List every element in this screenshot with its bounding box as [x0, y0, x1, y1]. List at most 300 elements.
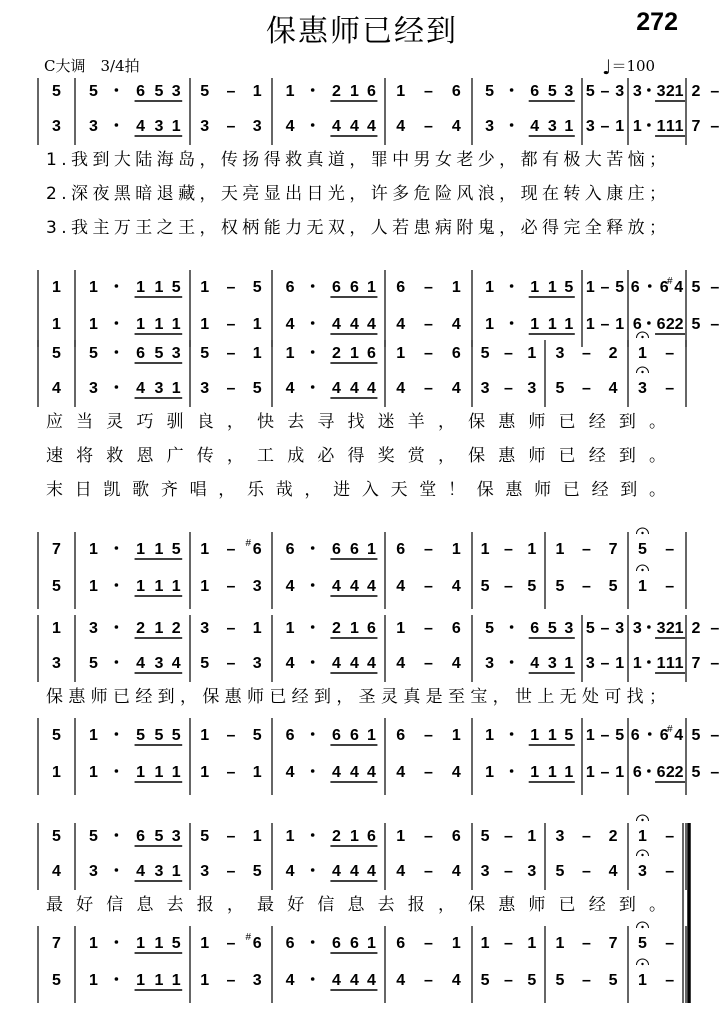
note: 4 [451, 972, 461, 989]
note: 1 [154, 279, 164, 296]
note: 3 [656, 620, 666, 637]
quarter-note-icon: ♩ [602, 55, 612, 79]
note: 1 [200, 764, 210, 781]
fermata-dot [641, 371, 643, 373]
note: 5 [88, 345, 98, 362]
dot-mark [311, 769, 315, 773]
dot-mark [115, 350, 119, 354]
note: 1 [485, 727, 495, 744]
note: 6 [331, 541, 341, 558]
note: – [504, 863, 513, 880]
dot-mark [115, 977, 119, 981]
note: 6 [451, 828, 461, 845]
note: 1 [171, 118, 181, 135]
note: 4 [396, 655, 406, 672]
note: 4 [331, 118, 341, 135]
note: 5 [485, 83, 495, 100]
note: – [582, 828, 591, 845]
note: – [424, 935, 433, 952]
note: – [665, 380, 675, 397]
note: 1 [547, 316, 557, 333]
note: 6 [630, 279, 640, 296]
note: 5 [691, 727, 701, 744]
fermata-dot [641, 532, 643, 534]
note: 4 [285, 972, 295, 989]
note: 5 [154, 345, 164, 362]
note: 6 [396, 935, 406, 952]
note: 3 [638, 380, 647, 397]
note: 1 [547, 279, 557, 296]
note: 1 [52, 279, 61, 296]
sharp-sign: # [245, 932, 252, 943]
note: 1 [171, 578, 181, 595]
note: – [665, 935, 675, 952]
fermata-dot [641, 854, 643, 856]
note: 6 [630, 727, 640, 744]
note: 5 [638, 935, 647, 952]
note: 1 [615, 316, 625, 333]
hymn-number: 272 [636, 8, 678, 36]
note: 1 [200, 972, 210, 989]
note: – [710, 764, 720, 781]
note: – [226, 578, 236, 595]
note: 3 [585, 118, 595, 135]
note: 1 [136, 578, 146, 595]
note: 1 [674, 655, 684, 672]
lyric-line-1: 最好信息去报，最好信息去报，保惠师已经到。 [46, 895, 666, 915]
dot-mark [115, 868, 119, 872]
note: 3 [88, 118, 98, 135]
note: 1 [154, 316, 164, 333]
note: – [582, 541, 591, 558]
dot-mark [647, 660, 651, 664]
note: 1 [632, 118, 642, 135]
note: 1 [585, 727, 595, 744]
note: – [424, 863, 433, 880]
note: 3 [52, 655, 61, 672]
note: 4 [451, 118, 461, 135]
note: – [226, 863, 236, 880]
note: 4 [451, 578, 461, 595]
note: 4 [396, 863, 406, 880]
note: 1 [480, 935, 490, 952]
note: 3 [154, 863, 164, 880]
note: 4 [285, 316, 295, 333]
dot-mark [115, 833, 119, 837]
dot-mark [311, 940, 315, 944]
note: 2 [608, 345, 618, 362]
dot-mark [510, 769, 514, 773]
note: 1 [527, 345, 537, 362]
note: – [600, 83, 610, 100]
note: 1 [665, 118, 675, 135]
lyric-line-1: 1.我到大陆海岛，传扬得救真道，罪中男女老少，都有极大苦恼； [46, 150, 666, 170]
note: 4 [366, 863, 376, 880]
note: 1 [200, 279, 210, 296]
note: 4 [530, 118, 540, 135]
dot-mark [311, 546, 315, 550]
note: – [665, 972, 675, 989]
tempo-value: ＝100 [611, 57, 656, 75]
note: 3 [485, 118, 495, 135]
dot-mark [311, 321, 315, 325]
note: 5 [564, 727, 574, 744]
note: 1 [674, 620, 684, 637]
note: 1 [285, 83, 295, 100]
note: – [226, 935, 236, 952]
note: – [665, 578, 675, 595]
note: 3 [555, 345, 565, 362]
note: 1 [285, 620, 295, 637]
note: – [424, 655, 433, 672]
note: – [424, 541, 433, 558]
note: 1 [171, 316, 181, 333]
note: 1 [252, 83, 262, 100]
note: 1 [451, 279, 461, 296]
fermata-dot [641, 926, 643, 928]
note: 6 [331, 935, 341, 952]
note: 3 [527, 380, 537, 397]
note: 3 [656, 83, 666, 100]
note: 7 [691, 118, 701, 135]
note: 6 [285, 279, 295, 296]
note: 6 [632, 316, 642, 333]
note: 2 [674, 764, 684, 781]
note: 5 [691, 279, 701, 296]
note: – [582, 935, 591, 952]
note: – [226, 972, 236, 989]
note: 4 [530, 655, 540, 672]
note: 3 [547, 118, 557, 135]
note: 4 [285, 863, 295, 880]
note: – [226, 620, 236, 637]
note: 1 [451, 727, 461, 744]
note: 1 [285, 345, 295, 362]
note: 1 [451, 541, 461, 558]
note: 4 [396, 578, 406, 595]
note: 1 [485, 764, 495, 781]
dot-mark [115, 385, 119, 389]
dot-mark [115, 625, 119, 629]
note: 1 [615, 655, 625, 672]
note: – [504, 828, 513, 845]
note: 3 [527, 863, 537, 880]
note: 2 [691, 620, 701, 637]
note: 4 [136, 863, 146, 880]
note: 5 [200, 345, 210, 362]
note: 3 [480, 863, 490, 880]
note: – [424, 118, 433, 135]
note: 5 [200, 83, 210, 100]
note: 5 [585, 83, 595, 100]
note: 5 [136, 727, 146, 744]
note: 1 [396, 345, 406, 362]
note: 6 [659, 727, 669, 744]
note: 1 [136, 764, 146, 781]
note: 1 [88, 279, 98, 296]
dot-mark [115, 284, 119, 288]
note: – [504, 380, 513, 397]
note: 1 [350, 620, 359, 637]
note: – [582, 380, 591, 397]
note: 6 [451, 620, 461, 637]
note: 1 [632, 655, 642, 672]
note: 1 [200, 935, 210, 952]
note: 1 [88, 972, 98, 989]
note: 4 [350, 380, 359, 397]
note: 1 [530, 279, 540, 296]
note: 7 [52, 541, 61, 558]
note: – [600, 279, 610, 296]
note: 4 [350, 316, 359, 333]
note: 1 [564, 118, 574, 135]
note: 1 [451, 935, 461, 952]
note: 1 [252, 764, 262, 781]
note: 6 [285, 541, 295, 558]
note: 5 [52, 828, 61, 845]
note: 1 [527, 541, 537, 558]
note: 4 [136, 655, 146, 672]
note: 1 [530, 316, 540, 333]
note: 6 [656, 316, 666, 333]
note: 1 [638, 578, 647, 595]
note: 5 [154, 727, 164, 744]
note: 6 [656, 764, 666, 781]
note: 5 [547, 83, 557, 100]
note: 4 [350, 118, 359, 135]
note: 6 [366, 345, 376, 362]
note: 6 [331, 279, 341, 296]
note: 7 [608, 541, 618, 558]
fermata-dot [641, 336, 643, 338]
note: 4 [350, 972, 359, 989]
note: 4 [608, 380, 618, 397]
note: 1 [547, 727, 557, 744]
note: 1 [154, 935, 164, 952]
dot-mark [647, 123, 651, 127]
note: 6 [396, 727, 406, 744]
note: 3 [252, 118, 262, 135]
note: 5 [480, 972, 490, 989]
note: 4 [350, 764, 359, 781]
note: 1 [638, 828, 647, 845]
note: – [710, 316, 720, 333]
note: 5 [480, 828, 490, 845]
note: 7 [52, 935, 61, 952]
note: 1 [638, 345, 647, 362]
dot-mark [647, 769, 651, 773]
note: 5 [480, 578, 490, 595]
note: 1 [252, 316, 262, 333]
note: – [504, 345, 513, 362]
note: 1 [154, 620, 164, 637]
dot-mark [311, 833, 315, 837]
note: 5 [52, 578, 61, 595]
note: 4 [608, 863, 618, 880]
note: 3 [485, 655, 495, 672]
note: 1 [52, 620, 61, 637]
note: 6 [350, 541, 359, 558]
note: 2 [331, 620, 341, 637]
note: 5 [252, 863, 262, 880]
note: 4 [285, 578, 295, 595]
note: – [226, 828, 236, 845]
note: 6 [530, 620, 540, 637]
note: 2 [665, 316, 675, 333]
note: – [665, 541, 675, 558]
note: 3 [615, 83, 625, 100]
note: 5 [608, 972, 618, 989]
note: 1 [366, 279, 376, 296]
note: 5 [171, 279, 181, 296]
lyric-line-1: 应当灵巧驯良，快去寻找迷羊，保惠师已经到。 [46, 412, 666, 432]
lyric-line-2: 速将救恩广传，工成必得奖赏，保惠师已经到。 [46, 446, 666, 466]
note: 5 [52, 727, 61, 744]
note: 3 [88, 380, 98, 397]
dot-mark [311, 868, 315, 872]
note: 5 [555, 972, 565, 989]
note: 1 [585, 279, 595, 296]
note: 4 [331, 380, 341, 397]
lyric-line-3: 末日凯歌齐唱，乐哉，进入天堂！保惠师已经到。 [46, 480, 666, 500]
dot-mark [311, 732, 315, 736]
dot-mark [311, 350, 315, 354]
note: 6 [331, 727, 341, 744]
note: 4 [366, 764, 376, 781]
note: 3 [171, 83, 181, 100]
note: 4 [396, 972, 406, 989]
note: 1 [252, 828, 262, 845]
note: 4 [52, 380, 61, 397]
note: 1 [665, 655, 675, 672]
note: 1 [638, 972, 647, 989]
note: 3 [564, 620, 574, 637]
note: 5 [252, 380, 262, 397]
note: 4 [366, 972, 376, 989]
note: 5 [52, 83, 61, 100]
note: 1 [527, 935, 537, 952]
note: 6 [136, 345, 146, 362]
note: 6 [252, 541, 262, 558]
note: 1 [555, 935, 565, 952]
note: – [504, 578, 513, 595]
note: 4 [331, 764, 341, 781]
note: – [226, 279, 236, 296]
note: 5 [547, 620, 557, 637]
note: 6 [252, 935, 262, 952]
note: – [710, 655, 720, 672]
note: 5 [485, 620, 495, 637]
note: – [665, 828, 675, 845]
note: 1 [547, 764, 557, 781]
note: – [710, 83, 720, 100]
note: 5 [88, 83, 98, 100]
note: 6 [451, 345, 461, 362]
note: 1 [396, 620, 406, 637]
note: 1 [396, 828, 406, 845]
note: 5 [585, 620, 595, 637]
note: 1 [366, 541, 376, 558]
note: 1 [154, 972, 164, 989]
note: 4 [451, 863, 461, 880]
note: 1 [656, 118, 666, 135]
note: 1 [285, 828, 295, 845]
note: 2 [608, 828, 618, 845]
note: 1 [136, 279, 146, 296]
note: 4 [396, 316, 406, 333]
note: 4 [52, 863, 61, 880]
note: – [226, 541, 236, 558]
note: 5 [555, 578, 565, 595]
dot-mark [510, 660, 514, 664]
note: – [226, 83, 236, 100]
note: 1 [136, 972, 146, 989]
key-signature: C大调 3/4拍 [44, 57, 140, 75]
note: – [424, 972, 433, 989]
note: 4 [396, 118, 406, 135]
note: 3 [88, 863, 98, 880]
note: 1 [171, 972, 181, 989]
note: – [424, 345, 433, 362]
note: 4 [331, 655, 341, 672]
sharp-sign: # [666, 724, 673, 735]
dot-mark [115, 88, 119, 92]
note: 1 [88, 935, 98, 952]
note: 3 [154, 380, 164, 397]
note: 6 [350, 727, 359, 744]
note: – [504, 972, 513, 989]
note: 4 [285, 655, 295, 672]
note: 2 [331, 828, 341, 845]
note: – [600, 727, 610, 744]
note: 3 [200, 863, 210, 880]
note: 6 [366, 83, 376, 100]
note: 3 [252, 578, 262, 595]
note: 1 [171, 380, 181, 397]
note: 1 [88, 727, 98, 744]
note: 4 [366, 118, 376, 135]
note: 3 [200, 620, 210, 637]
note: 5 [615, 279, 625, 296]
note: – [710, 620, 720, 637]
note: – [424, 83, 433, 100]
note: 4 [171, 655, 181, 672]
note: 1 [656, 655, 666, 672]
note: 2 [665, 764, 675, 781]
note: 3 [171, 345, 181, 362]
note: 1 [366, 935, 376, 952]
note: 6 [451, 83, 461, 100]
dot-mark [115, 732, 119, 736]
note: 3 [252, 972, 262, 989]
dot-mark [647, 625, 651, 629]
note: – [710, 727, 720, 744]
note: 1 [530, 764, 540, 781]
note: 3 [585, 655, 595, 672]
note: 4 [350, 655, 359, 672]
note: 1 [171, 863, 181, 880]
dot-mark [311, 660, 315, 664]
note: 1 [154, 578, 164, 595]
note: 6 [136, 828, 146, 845]
note: – [665, 863, 675, 880]
note: 3 [88, 620, 98, 637]
note: 5 [555, 863, 565, 880]
note: 3 [252, 655, 262, 672]
note: 4 [674, 279, 684, 296]
note: 5 [608, 578, 618, 595]
note: 1 [88, 578, 98, 595]
